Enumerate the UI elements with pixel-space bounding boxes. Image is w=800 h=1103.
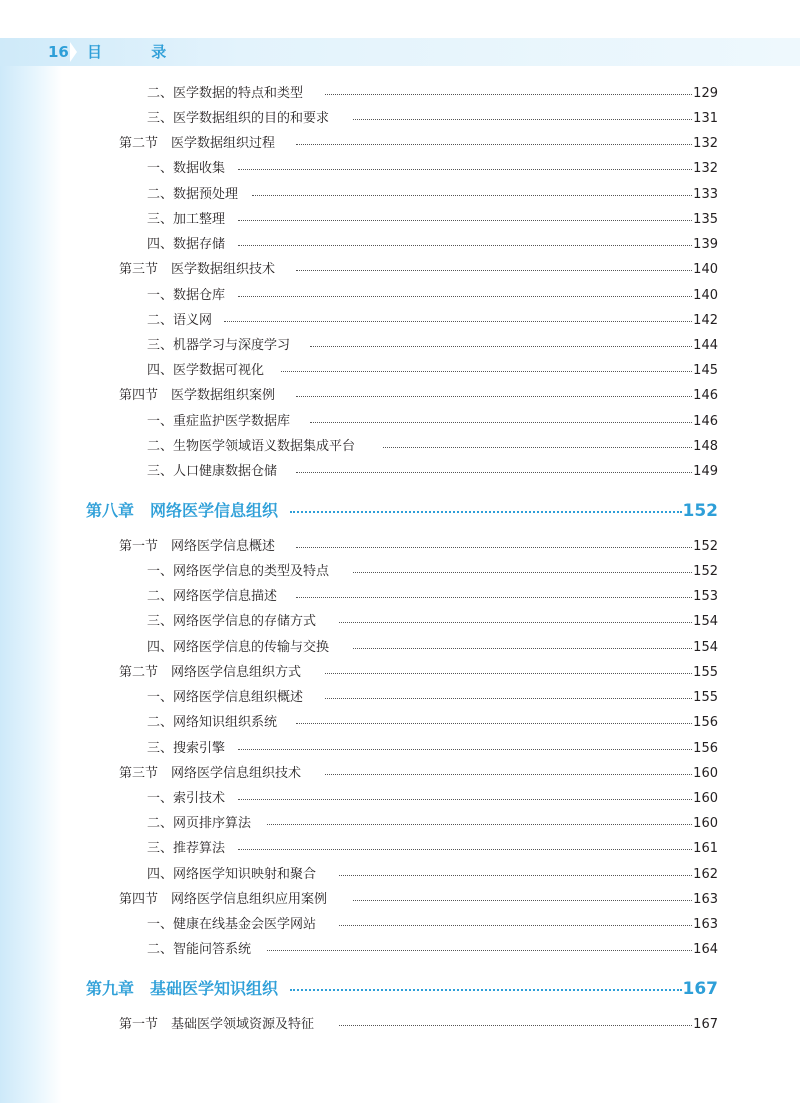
toc-entry-title: 二、网络知识组织系统 [147, 715, 278, 730]
toc-entry-page: 148 [693, 439, 718, 454]
dot-leader [252, 195, 692, 196]
toc-entry-title: 三、医学数据组织的目的和要求 [147, 111, 330, 126]
toc-entry-page: 140 [693, 262, 718, 277]
toc-entry-page: 152 [693, 539, 718, 554]
toc-entry-page: 145 [693, 363, 718, 378]
dot-leader [325, 673, 692, 674]
toc-entry[interactable] [0, 160, 800, 178]
toc-entry-title: 二、医学数据的特点和类型 [147, 86, 304, 101]
header-title: 目 录 [87, 43, 189, 61]
toc-entry[interactable] [0, 916, 800, 934]
toc-entry-page: 146 [693, 414, 718, 429]
toc-entry-page: 162 [693, 867, 718, 882]
toc-entry-title: 四、网络医学信息的传输与交换 [147, 640, 330, 655]
toc-chapter-page: 167 [682, 979, 718, 999]
page-number: 16 [48, 43, 69, 61]
toc-chapter-page: 152 [682, 501, 718, 521]
toc-entry[interactable] [0, 563, 800, 581]
toc-entry[interactable] [0, 1016, 800, 1034]
toc-entry-title: 二、网络医学信息描述 [147, 589, 278, 604]
toc-entry-title: 一、网络医学信息的类型及特点 [147, 564, 330, 579]
toc-entry[interactable] [0, 387, 800, 405]
dot-leader [353, 119, 692, 120]
toc-entry-page: 133 [693, 187, 718, 202]
dot-leader [238, 749, 692, 750]
dot-leader [296, 144, 692, 145]
toc-entry-page: 135 [693, 212, 718, 227]
toc-entry-title: 一、数据收集 [147, 161, 226, 176]
toc-chapter-entry[interactable] [0, 977, 800, 1001]
toc-entry-page: 154 [693, 614, 718, 629]
toc-entry-title: 一、重症监护医学数据库 [147, 414, 291, 429]
dot-leader [238, 169, 692, 170]
toc-entry-page: 146 [693, 388, 718, 403]
toc-entry-title: 二、网页排序算法 [147, 816, 252, 831]
chevron-divider-icon [70, 42, 77, 62]
toc-entry[interactable] [0, 815, 800, 833]
toc-entry-page: 132 [693, 161, 718, 176]
dot-leader [290, 989, 682, 991]
toc-entry-page: 161 [693, 841, 718, 856]
dot-leader [339, 1025, 692, 1026]
dot-leader [281, 371, 692, 372]
toc-entry[interactable] [0, 790, 800, 808]
toc-entry[interactable] [0, 261, 800, 279]
toc-entry-title: 三、机器学习与深度学习 [147, 338, 291, 353]
toc-entry-page: 156 [693, 715, 718, 730]
toc-entry[interactable] [0, 413, 800, 431]
toc-entry-title: 第四节 网络医学信息组织应用案例 [119, 892, 328, 907]
toc-entry-page: 139 [693, 237, 718, 252]
toc-entry-page: 155 [693, 690, 718, 705]
dot-leader [238, 849, 692, 850]
toc-entry-page: 152 [693, 564, 718, 579]
toc-entry[interactable] [0, 85, 800, 103]
toc-entry-title: 四、数据存储 [147, 237, 226, 252]
dot-leader [296, 597, 692, 598]
toc-entry-title: 第一节 基础医学领域资源及特征 [119, 1017, 315, 1032]
toc-entry-title: 四、医学数据可视化 [147, 363, 265, 378]
toc-entry[interactable] [0, 941, 800, 959]
toc-entry[interactable] [0, 312, 800, 330]
toc-entry-page: 149 [693, 464, 718, 479]
dot-leader [339, 925, 692, 926]
dot-leader [383, 447, 692, 448]
dot-leader [238, 296, 692, 297]
toc-entry-page: 144 [693, 338, 718, 353]
toc-entry-page: 163 [693, 917, 718, 932]
dot-leader [267, 950, 692, 951]
toc-entry-title: 第三节 医学数据组织技术 [119, 262, 276, 277]
toc-entry-page: 131 [693, 111, 718, 126]
dot-leader [296, 396, 692, 397]
dot-leader [339, 622, 692, 623]
toc-entry-page: 154 [693, 640, 718, 655]
toc-entry[interactable] [0, 891, 800, 909]
toc-entry-title: 三、推荐算法 [147, 841, 226, 856]
dot-leader [238, 799, 692, 800]
toc-entry-title: 第四节 医学数据组织案例 [119, 388, 276, 403]
toc-entry-title: 三、网络医学信息的存储方式 [147, 614, 317, 629]
dot-leader [238, 220, 692, 221]
toc-entry-title: 第二节 网络医学信息组织方式 [119, 665, 302, 680]
toc-entry[interactable] [0, 337, 800, 355]
toc-entry-page: 132 [693, 136, 718, 151]
dot-leader [310, 346, 692, 347]
dot-leader [310, 422, 692, 423]
toc-entry-page: 129 [693, 86, 718, 101]
toc-entry-page: 156 [693, 741, 718, 756]
toc-entry[interactable] [0, 689, 800, 707]
toc-entry[interactable] [0, 287, 800, 305]
toc-chapter-title: 第九章 基础医学知识组织 [86, 979, 279, 998]
toc-entry[interactable] [0, 740, 800, 758]
toc-entry-page: 160 [693, 766, 718, 781]
toc-entry[interactable] [0, 463, 800, 481]
dot-leader [353, 572, 692, 573]
dot-leader [296, 547, 692, 548]
dot-leader [224, 321, 692, 322]
toc-entry[interactable] [0, 639, 800, 657]
toc-entry-title: 四、网络医学知识映射和聚合 [147, 867, 317, 882]
toc-entry-title: 二、语义网 [147, 313, 213, 328]
dot-leader [296, 472, 692, 473]
toc-entry-title: 第二节 医学数据组织过程 [119, 136, 276, 151]
dot-leader [267, 824, 692, 825]
toc-entry-page: 164 [693, 942, 718, 957]
toc-entry[interactable] [0, 765, 800, 783]
toc-entry[interactable] [0, 866, 800, 884]
toc-entry[interactable] [0, 135, 800, 153]
toc-chapter-title: 第八章 网络医学信息组织 [86, 501, 279, 520]
toc-entry[interactable] [0, 613, 800, 631]
toc-entry-title: 第一节 网络医学信息概述 [119, 539, 276, 554]
toc-entry[interactable] [0, 438, 800, 456]
toc-entry-page: 160 [693, 816, 718, 831]
dot-leader [325, 698, 692, 699]
toc-entry-page: 142 [693, 313, 718, 328]
toc-entry-title: 二、生物医学领域语义数据集成平台 [147, 439, 356, 454]
dot-leader [290, 511, 682, 513]
toc-entry-title: 三、搜索引擎 [147, 741, 226, 756]
toc-entry-title: 三、加工整理 [147, 212, 226, 227]
toc-entry-page: 167 [693, 1017, 718, 1032]
running-header [0, 38, 800, 66]
dot-leader [353, 900, 692, 901]
dot-leader [296, 723, 692, 724]
toc-entry-title: 一、索引技术 [147, 791, 226, 806]
dot-leader [339, 875, 692, 876]
toc-entry[interactable] [0, 110, 800, 128]
toc-entry[interactable] [0, 840, 800, 858]
toc-entry-title: 一、数据仓库 [147, 288, 226, 303]
toc-entry[interactable] [0, 538, 800, 556]
dot-leader [296, 270, 692, 271]
toc-entry-page: 153 [693, 589, 718, 604]
toc-entry-title: 三、人口健康数据仓储 [147, 464, 278, 479]
toc-entry-title: 一、网络医学信息组织概述 [147, 690, 304, 705]
toc-entry[interactable] [0, 236, 800, 254]
toc-entry-title: 第三节 网络医学信息组织技术 [119, 766, 302, 781]
dot-leader [238, 245, 692, 246]
toc-entry-page: 155 [693, 665, 718, 680]
toc-entry[interactable] [0, 362, 800, 380]
toc-entry[interactable] [0, 186, 800, 204]
toc-entry-page: 163 [693, 892, 718, 907]
dot-leader [353, 648, 692, 649]
dot-leader [325, 94, 692, 95]
toc-entry[interactable] [0, 664, 800, 682]
toc-entry[interactable] [0, 714, 800, 732]
toc-entry[interactable] [0, 211, 800, 229]
dot-leader [325, 774, 692, 775]
toc-entry-page: 140 [693, 288, 718, 303]
toc-entry[interactable] [0, 588, 800, 606]
toc-chapter-entry[interactable] [0, 499, 800, 523]
toc-entry-title: 二、智能问答系统 [147, 942, 252, 957]
toc-entry-title: 一、健康在线基金会医学网站 [147, 917, 317, 932]
toc-entry-page: 160 [693, 791, 718, 806]
toc-entry-title: 二、数据预处理 [147, 187, 239, 202]
page-top-margin [0, 0, 800, 38]
